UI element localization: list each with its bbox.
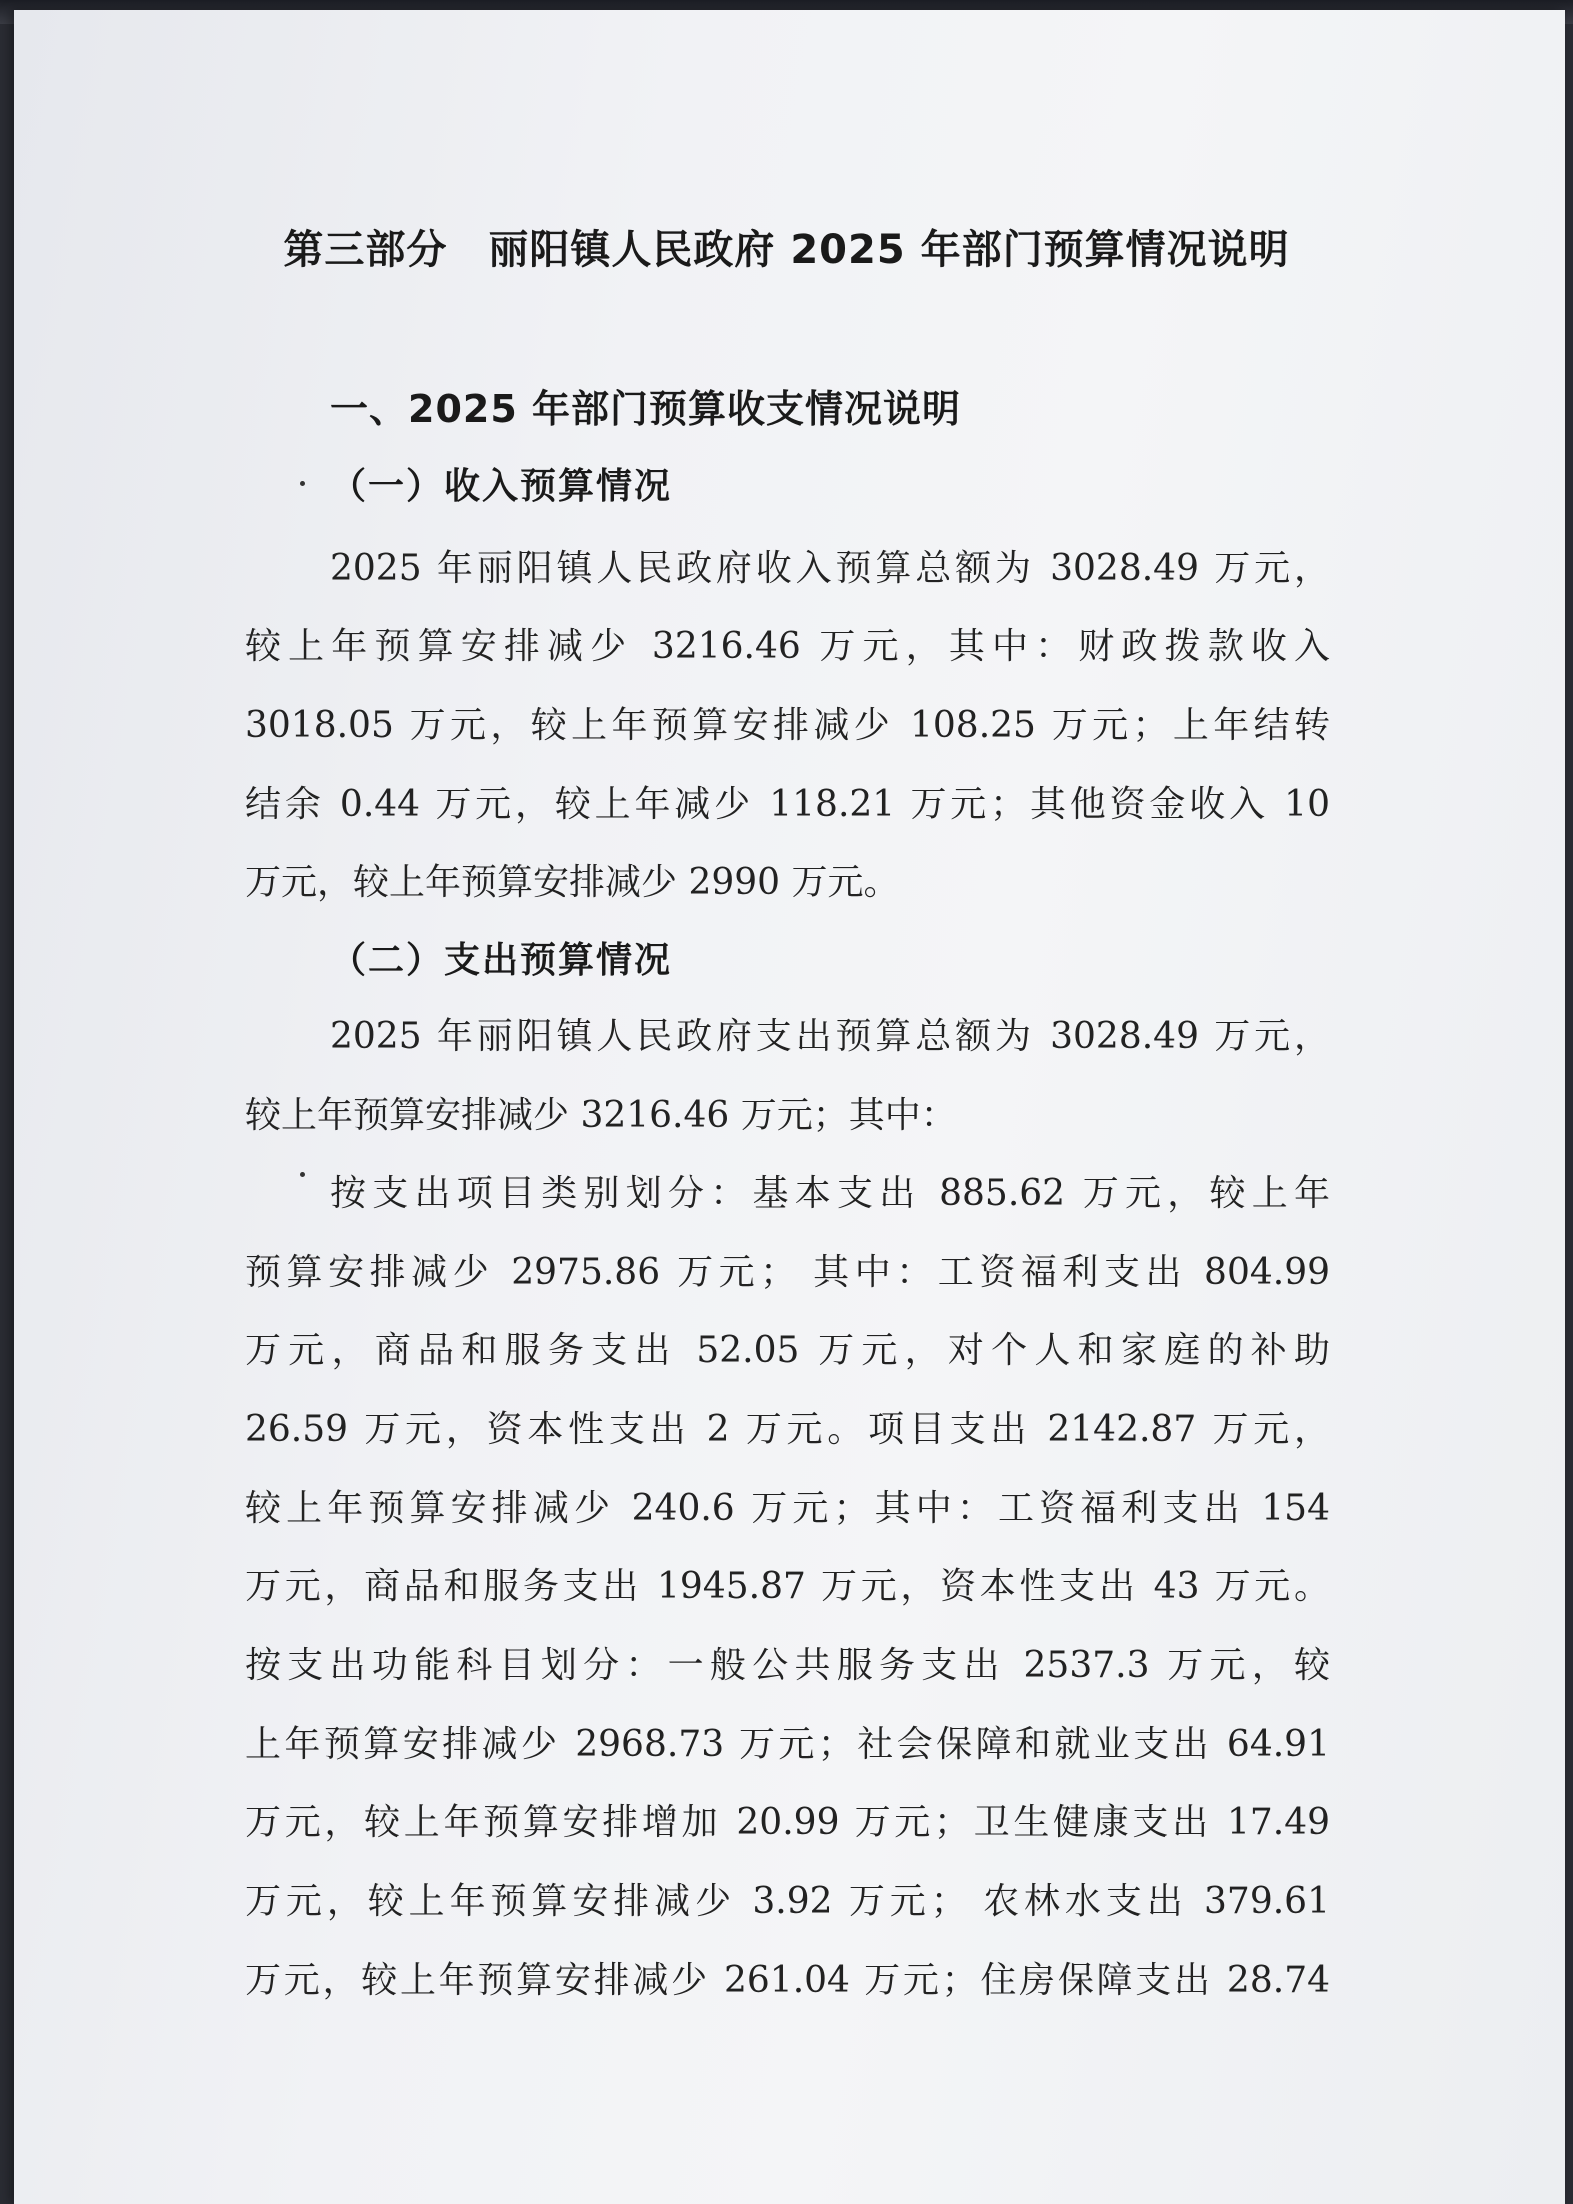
subheading-expenditure: （二）支出预算情况 <box>330 939 673 981</box>
expenditure-line: 万元，商品和服务支出 1945.87 万元，资本性支出 43 万元。 <box>245 1566 1330 1607</box>
stray-mark <box>300 1172 305 1177</box>
income-line: 3018.05 万元，较上年预算安排减少 108.25 万元；上年结转 <box>245 705 1330 746</box>
income-line: 2025 年丽阳镇人民政府收入预算总额为 3028.49 万元， <box>330 548 1330 589</box>
expenditure-line: 按支出项目类别划分：基本支出 885.62 万元，较上年 <box>330 1173 1330 1214</box>
income-line: 万元，较上年预算安排减少 2990 万元。 <box>245 862 900 903</box>
expenditure-line: 万元，较上年预算安排减少 3.92 万元； 农林水支出 379.61 <box>245 1881 1330 1922</box>
expenditure-line: 2025 年丽阳镇人民政府支出预算总额为 3028.49 万元， <box>330 1016 1330 1057</box>
expenditure-line: 较上年预算安排减少 240.6 万元；其中：工资福利支出 154 <box>245 1488 1330 1529</box>
expenditure-line: 按支出功能科目划分：一般公共服务支出 2537.3 万元，较 <box>245 1645 1330 1686</box>
income-line: 结余 0.44 万元，较上年减少 118.21 万元；其他资金收入 10 <box>245 784 1330 825</box>
page-title: 第三部分 丽阳镇人民政府 2025 年部门预算情况说明 <box>283 227 1290 273</box>
section-heading-budget: 一、2025 年部门预算收支情况说明 <box>330 387 961 431</box>
expenditure-line: 预算安排减少 2975.86 万元； 其中：工资福利支出 804.99 <box>245 1252 1330 1293</box>
subheading-income: （一）收入预算情况 <box>330 465 673 507</box>
expenditure-line: 上年预算安排减少 2968.73 万元；社会保障和就业支出 64.91 <box>245 1724 1330 1765</box>
expenditure-line: 万元，较上年预算安排减少 261.04 万元；住房保障支出 28.74 <box>245 1960 1330 2001</box>
income-line: 较上年预算安排减少 3216.46 万元，其中：财政拨款收入 <box>245 626 1330 667</box>
expenditure-line: 万元，商品和服务支出 52.05 万元，对个人和家庭的补助 <box>245 1330 1330 1371</box>
expenditure-line: 26.59 万元，资本性支出 2 万元。项目支出 2142.87 万元， <box>245 1409 1330 1450</box>
expenditure-line: 较上年预算安排减少 3216.46 万元；其中： <box>245 1095 957 1136</box>
stray-mark <box>300 481 305 486</box>
expenditure-line: 万元，较上年预算安排增加 20.99 万元；卫生健康支出 17.49 <box>245 1802 1330 1843</box>
